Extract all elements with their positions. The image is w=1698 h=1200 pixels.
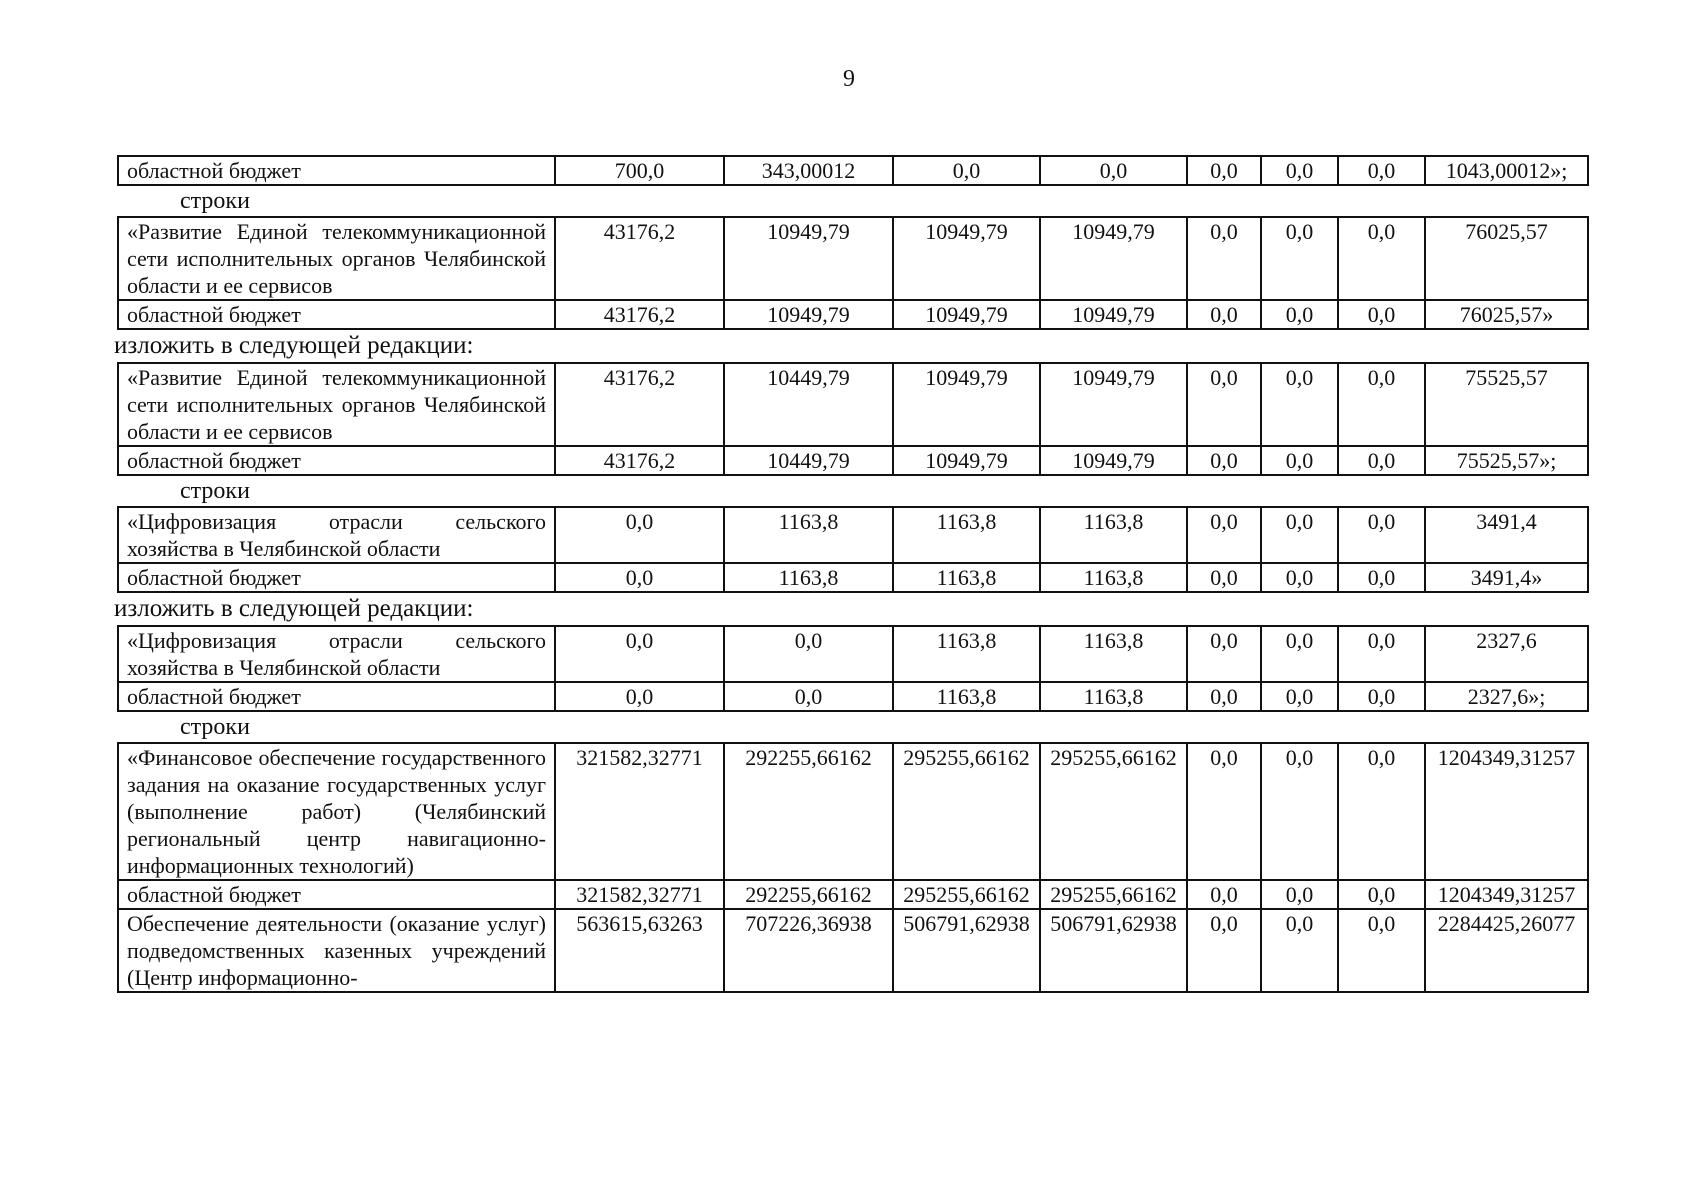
- value-cell: 10949,79: [1040, 217, 1187, 300]
- value-cell: 0,0: [1187, 300, 1261, 329]
- value-cell: 0,0: [1338, 743, 1425, 880]
- value-cell: 0,0: [1187, 563, 1261, 592]
- value-cell: 0,0: [724, 626, 893, 682]
- value-cell: 506791,62938: [893, 909, 1040, 992]
- value-cell: 700,0: [555, 156, 724, 185]
- value-cell: 1163,8: [1040, 507, 1187, 563]
- value-cell: 0,0: [1338, 507, 1425, 563]
- value-cell: 0,0: [1261, 909, 1338, 992]
- value-cell: 43176,2: [555, 300, 724, 329]
- value-cell: 0,0: [1261, 217, 1338, 300]
- value-cell: 0,0: [1338, 880, 1425, 909]
- value-cell: 43176,2: [555, 446, 724, 475]
- heading-lines: строки: [180, 714, 250, 740]
- value-cell: 0,0: [1338, 909, 1425, 992]
- value-cell: 10949,79: [724, 217, 893, 300]
- table-row: [118, 446, 1588, 475]
- table-row: [118, 626, 1588, 682]
- budget-table: [117, 742, 1589, 993]
- value-cell: 0,0: [1261, 156, 1338, 185]
- value-cell: 0,0: [1187, 156, 1261, 185]
- value-cell: 0,0: [1187, 743, 1261, 880]
- total-value-cell: 2284425,26077: [1425, 909, 1588, 992]
- value-cell: 0,0: [1338, 363, 1425, 446]
- value-cell: 0,0: [1261, 880, 1338, 909]
- value-cell: 0,0: [1187, 446, 1261, 475]
- value-cell: 0,0: [1040, 156, 1187, 185]
- value-cell: 0,0: [1187, 909, 1261, 992]
- heading-lines: строки: [180, 478, 250, 504]
- heading-edit-instruction: изложить в следующей редакции:: [114, 332, 474, 359]
- item-description-cell: «Цифровизация отрасли сельского хозяйства в Челябинской области: [118, 626, 555, 682]
- total-value-cell: 1043,00012»;: [1425, 156, 1588, 185]
- budget-table: [117, 155, 1589, 186]
- value-cell: 0,0: [1261, 363, 1338, 446]
- value-cell: 295255,66162: [1040, 880, 1187, 909]
- value-cell: 0,0: [1187, 507, 1261, 563]
- value-cell: 295255,66162: [893, 880, 1040, 909]
- value-cell: 321582,32771: [555, 880, 724, 909]
- total-value-cell: 3491,4: [1425, 507, 1588, 563]
- value-cell: 1163,8: [893, 626, 1040, 682]
- heading-edit-instruction: изложить в следующей редакции:: [114, 595, 474, 622]
- value-cell: 292255,66162: [724, 743, 893, 880]
- value-cell: 1163,8: [893, 507, 1040, 563]
- value-cell: 1163,8: [893, 563, 1040, 592]
- value-cell: 506791,62938: [1040, 909, 1187, 992]
- heading-lines: строки: [180, 188, 250, 214]
- item-description-cell: Обеспечение деятельности (оказание услуг) подведомственных казенных учреждений (Центр информационно-: [118, 909, 555, 992]
- table-row: [118, 909, 1588, 992]
- budget-source-cell: областной бюджет: [118, 300, 555, 329]
- budget-source-cell: областной бюджет: [118, 156, 555, 185]
- value-cell: 10949,79: [893, 217, 1040, 300]
- value-cell: 0,0: [1261, 300, 1338, 329]
- total-value-cell: 1204349,31257: [1425, 743, 1588, 880]
- item-description-cell: «Развитие Единой телекоммуникационной сети исполнительных органов Челябинской области и ее сервисов: [118, 217, 555, 300]
- value-cell: 0,0: [1187, 217, 1261, 300]
- value-cell: 0,0: [1338, 626, 1425, 682]
- budget-table: [117, 216, 1589, 330]
- total-value-cell: 76025,57»: [1425, 300, 1588, 329]
- item-description-cell: «Развитие Единой телекоммуникационной сети исполнительных органов Челябинской области и ее сервисов: [118, 363, 555, 446]
- value-cell: 1163,8: [724, 507, 893, 563]
- value-cell: 0,0: [555, 682, 724, 711]
- value-cell: 0,0: [1338, 300, 1425, 329]
- table-row: [118, 743, 1588, 880]
- value-cell: 563615,63263: [555, 909, 724, 992]
- value-cell: 10949,79: [724, 300, 893, 329]
- table-row: [118, 156, 1588, 185]
- budget-source-cell: областной бюджет: [118, 880, 555, 909]
- value-cell: 10949,79: [893, 300, 1040, 329]
- value-cell: 295255,66162: [1040, 743, 1187, 880]
- value-cell: 10949,79: [893, 363, 1040, 446]
- budget-table: [117, 506, 1589, 593]
- page-number: 9: [843, 66, 855, 92]
- value-cell: 0,0: [1261, 682, 1338, 711]
- total-value-cell: 1204349,31257: [1425, 880, 1588, 909]
- budget-table: [117, 625, 1589, 712]
- budget-source-cell: областной бюджет: [118, 446, 555, 475]
- value-cell: 0,0: [1187, 626, 1261, 682]
- value-cell: 0,0: [893, 156, 1040, 185]
- value-cell: 321582,32771: [555, 743, 724, 880]
- table-row: [118, 682, 1588, 711]
- value-cell: 0,0: [1338, 563, 1425, 592]
- value-cell: 43176,2: [555, 217, 724, 300]
- value-cell: 10449,79: [724, 446, 893, 475]
- table-row: [118, 563, 1588, 592]
- value-cell: 43176,2: [555, 363, 724, 446]
- value-cell: 343,00012: [724, 156, 893, 185]
- value-cell: 0,0: [555, 507, 724, 563]
- table-row: [118, 880, 1588, 909]
- value-cell: 10949,79: [1040, 363, 1187, 446]
- value-cell: 0,0: [1261, 743, 1338, 880]
- document-body: [114, 155, 1587, 993]
- item-description-cell: «Цифровизация отрасли сельского хозяйства в Челябинской области: [118, 507, 555, 563]
- value-cell: 10949,79: [1040, 300, 1187, 329]
- value-cell: 707226,36938: [724, 909, 893, 992]
- value-cell: 0,0: [555, 626, 724, 682]
- table-row: [118, 507, 1588, 563]
- value-cell: 0,0: [1338, 217, 1425, 300]
- value-cell: 0,0: [1261, 563, 1338, 592]
- value-cell: 10949,79: [1040, 446, 1187, 475]
- total-value-cell: 2327,6: [1425, 626, 1588, 682]
- budget-source-cell: областной бюджет: [118, 682, 555, 711]
- value-cell: 10449,79: [724, 363, 893, 446]
- value-cell: 1163,8: [1040, 682, 1187, 711]
- value-cell: 1163,8: [893, 682, 1040, 711]
- total-value-cell: 75525,57: [1425, 363, 1588, 446]
- value-cell: 1163,8: [724, 563, 893, 592]
- table-row: [118, 217, 1588, 300]
- value-cell: 0,0: [1187, 682, 1261, 711]
- value-cell: 1163,8: [1040, 563, 1187, 592]
- table-row: [118, 363, 1588, 446]
- total-value-cell: 75525,57»;: [1425, 446, 1588, 475]
- value-cell: 0,0: [1261, 446, 1338, 475]
- total-value-cell: 3491,4»: [1425, 563, 1588, 592]
- value-cell: 0,0: [1338, 446, 1425, 475]
- value-cell: 0,0: [1261, 626, 1338, 682]
- value-cell: 10949,79: [893, 446, 1040, 475]
- item-description-cell: «Финансовое обеспечение государственного задания на оказание государственных услуг (выполнение работ) (Челябинский региональный центр навигационно-информационных технологий): [118, 743, 555, 880]
- total-value-cell: 76025,57: [1425, 217, 1588, 300]
- value-cell: 0,0: [1187, 363, 1261, 446]
- value-cell: 1163,8: [1040, 626, 1187, 682]
- value-cell: 295255,66162: [893, 743, 1040, 880]
- total-value-cell: 2327,6»;: [1425, 682, 1588, 711]
- value-cell: 0,0: [1261, 507, 1338, 563]
- value-cell: 0,0: [1338, 682, 1425, 711]
- value-cell: 0,0: [555, 563, 724, 592]
- value-cell: 292255,66162: [724, 880, 893, 909]
- value-cell: 0,0: [724, 682, 893, 711]
- value-cell: 0,0: [1338, 156, 1425, 185]
- table-row: [118, 300, 1588, 329]
- budget-source-cell: областной бюджет: [118, 563, 555, 592]
- budget-table: [117, 362, 1589, 476]
- value-cell: 0,0: [1187, 880, 1261, 909]
